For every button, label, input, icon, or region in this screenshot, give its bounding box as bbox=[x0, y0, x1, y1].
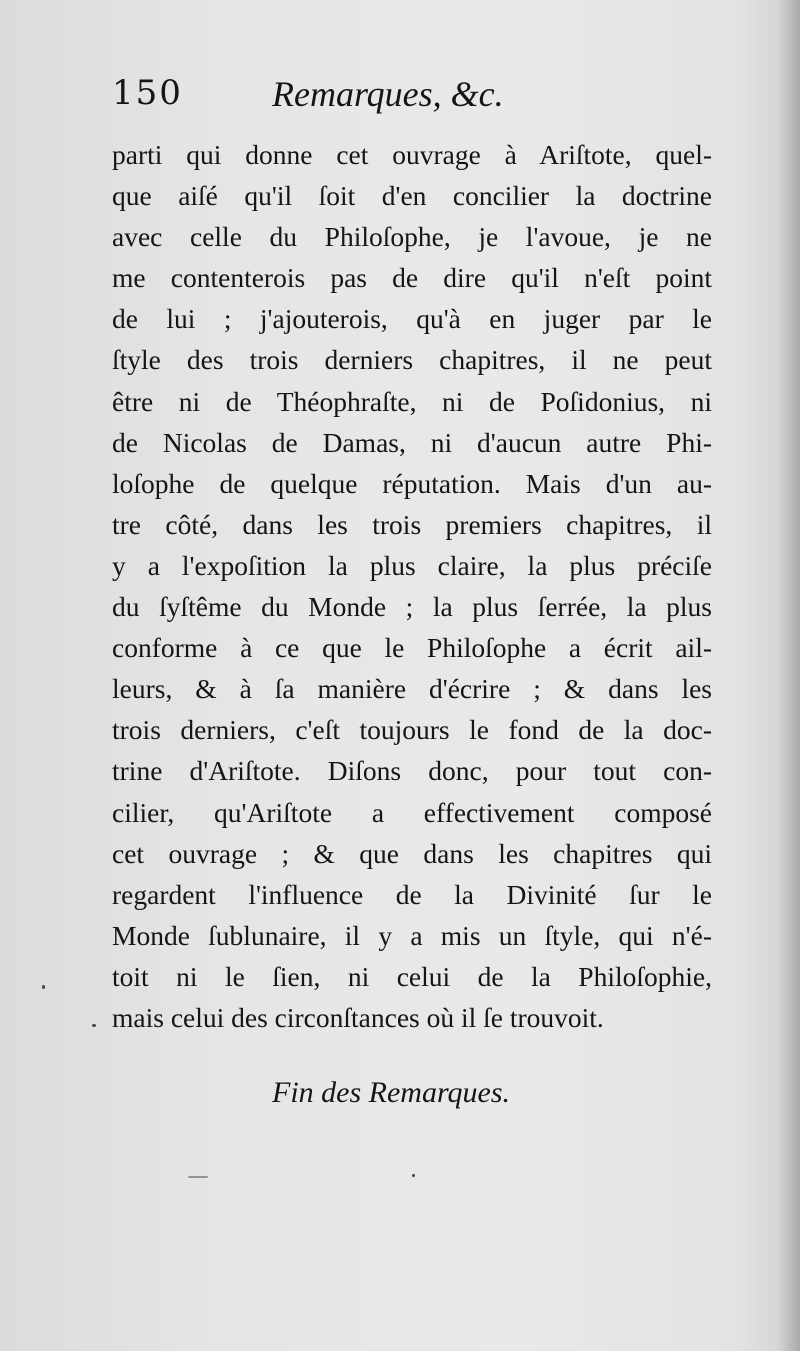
text-line: me contenterois pas de dire qu'il n'eſt point bbox=[112, 262, 712, 294]
text-line: loſophe de quelque réputation. Mais d'un au- bbox=[112, 467, 712, 499]
body-text bbox=[112, 134, 712, 1038]
text-line: cet ouvrage ; & que dans les chapitres qui bbox=[112, 837, 712, 869]
closing-line: Fin des Remarques. bbox=[272, 1076, 511, 1109]
text-line: cilier, qu'Ariſtote a effectivement composé bbox=[112, 796, 712, 828]
text-line: parti qui donne cet ouvrage à Ariſtote, quel- bbox=[112, 139, 712, 170]
text-line: mais celui des circonſtances où il ſe trouvoit. bbox=[112, 1001, 604, 1033]
paper-speck bbox=[42, 985, 45, 989]
running-title: Remarques, &c. bbox=[272, 74, 504, 114]
text-line: conforme à ce que le Philoſophe a écrit ail- bbox=[112, 632, 712, 664]
text-line: tre côté, dans les trois premiers chapitres, il bbox=[112, 508, 712, 540]
text-line: leurs, & à ſa manière d'écrire ; & dans les bbox=[112, 673, 712, 705]
page-number: 150 bbox=[112, 73, 183, 113]
text-line: trine d'Ariſtote. Diſons donc, pour tout con- bbox=[112, 755, 712, 787]
text-line: y a l'expoſition la plus claire, la plus préciſe bbox=[112, 549, 712, 581]
text-line: Monde ſublunaire, il y a mis un ſtyle, qui n'é- bbox=[112, 919, 712, 951]
text-line: être ni de Théophraſte, ni de Poſidonius, ni bbox=[112, 385, 712, 417]
text-line: trois derniers, c'eſt toujours le fond de la doc- bbox=[112, 714, 712, 746]
page-edge-shadow bbox=[778, 0, 800, 1351]
text-line: ſtyle des trois derniers chapitres, il ne peut bbox=[112, 344, 712, 376]
text-line: regardent l'influence de la Divinité ſur le bbox=[112, 878, 712, 910]
text-line: de Nicolas de Damas, ni d'aucun autre Phi- bbox=[112, 426, 712, 458]
text-line: du ſyſtême du Monde ; la plus ſerrée, la plus bbox=[112, 591, 712, 623]
text-line: avec celle du Philoſophe, je l'avoue, je ne bbox=[112, 221, 712, 253]
page-header bbox=[112, 73, 592, 123]
text-line: de lui ; j'ajouterois, qu'à en juger par le bbox=[112, 303, 712, 335]
text-line: toit ni le ſien, ni celui de la Philoſophie, bbox=[112, 960, 712, 992]
paper-speck bbox=[92, 1024, 96, 1027]
paper-speck bbox=[188, 1176, 208, 1178]
text-line: que aiſé qu'il ſoit d'en concilier la doctrine bbox=[112, 180, 712, 212]
paper-speck bbox=[412, 1174, 415, 1177]
